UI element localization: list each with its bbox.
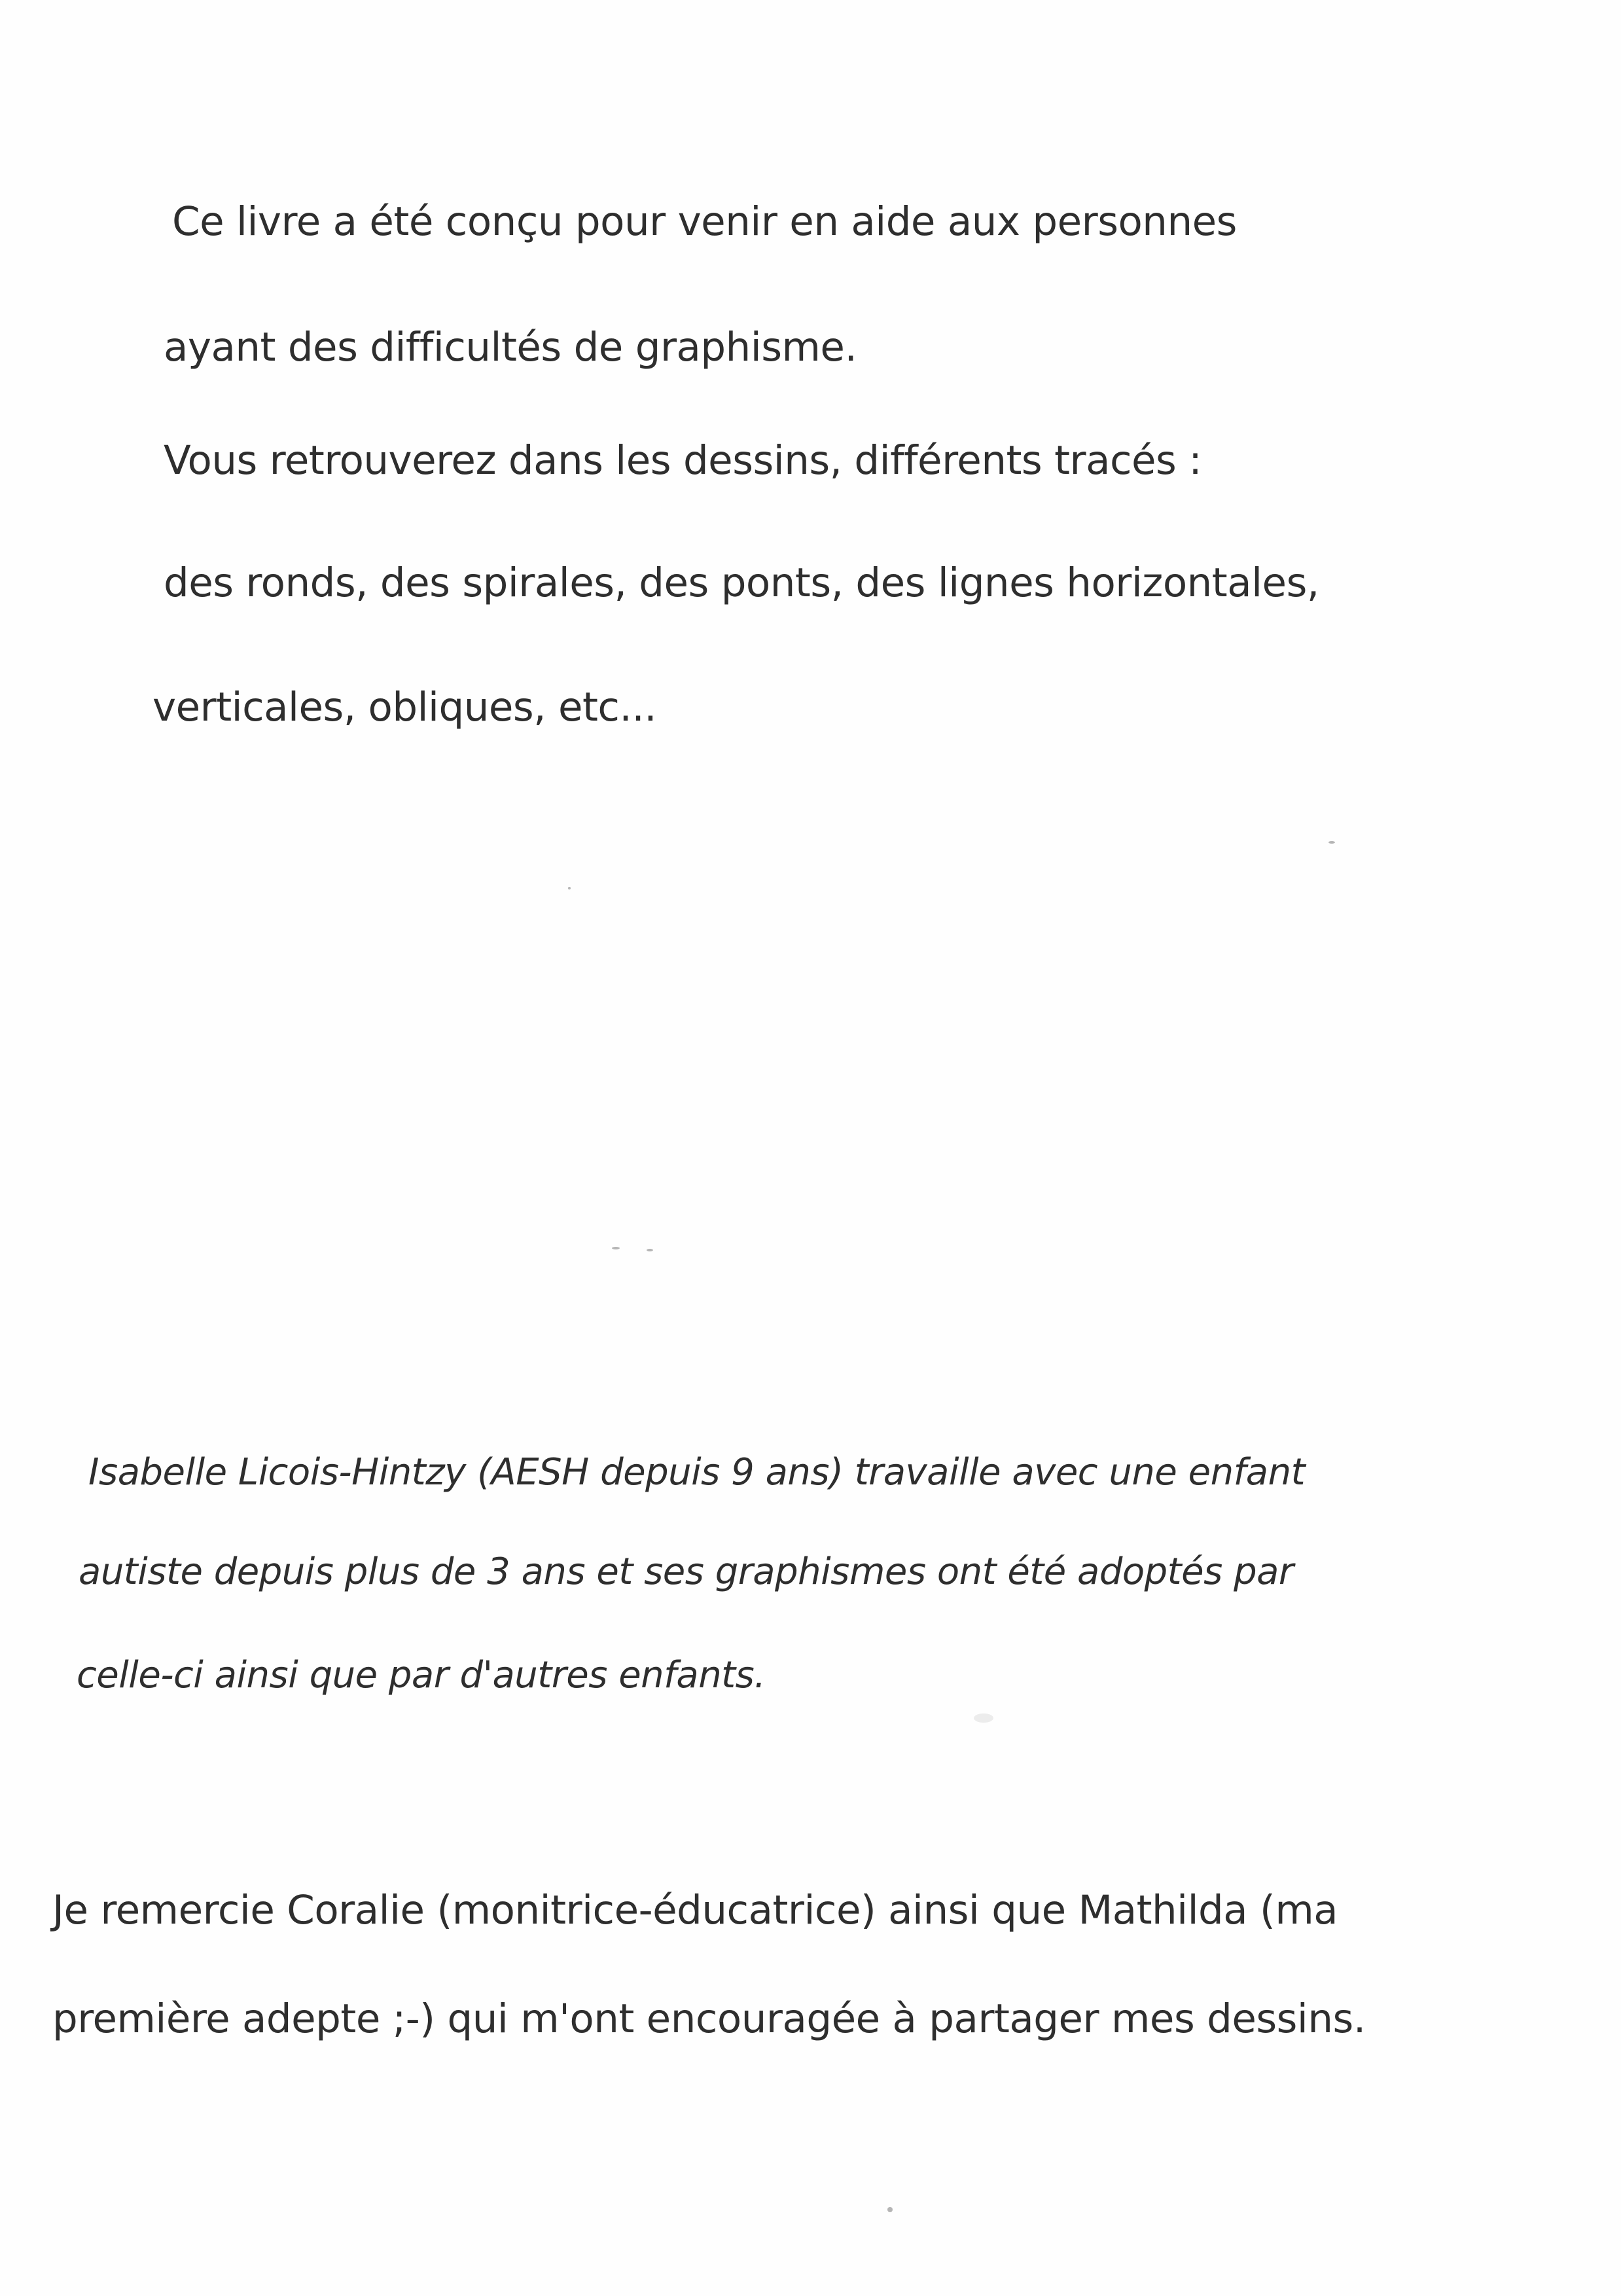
intro-line-2: ayant des difficultés de graphisme. <box>164 324 857 370</box>
scan-speck <box>887 2207 893 2212</box>
scan-speck <box>568 887 571 889</box>
scan-speck <box>647 1249 653 1251</box>
author-line-1: Isabelle Licois-Hintzy (AESH depuis 9 ans) travaille avec une enfant <box>88 1451 1306 1494</box>
scan-speck <box>974 1713 993 1723</box>
author-line-3: celle-ci ainsi que par d'autres enfants. <box>77 1654 766 1696</box>
intro-line-5: verticales, obliques, etc... <box>152 684 657 730</box>
author-line-2: autiste depuis plus de 3 ans et ses graphismes ont été adoptés par <box>79 1551 1294 1593</box>
thanks-line-2: première adepte ;-) qui m'ont encouragée à partager mes dessins. <box>52 1996 1366 2042</box>
scan-speck <box>612 1247 620 1249</box>
intro-line-4: des ronds, des spirales, des ponts, des lignes horizontales, <box>164 560 1319 606</box>
scan-speck <box>1328 841 1335 844</box>
thanks-line-1: Je remercie Coralie (monitrice-éducatrice) ainsi que Mathilda (ma <box>52 1887 1338 1933</box>
intro-line-3: Vous retrouverez dans les dessins, différents tracés : <box>164 437 1202 484</box>
intro-line-1: Ce livre a été conçu pour venir en aide aux personnes <box>172 198 1237 245</box>
